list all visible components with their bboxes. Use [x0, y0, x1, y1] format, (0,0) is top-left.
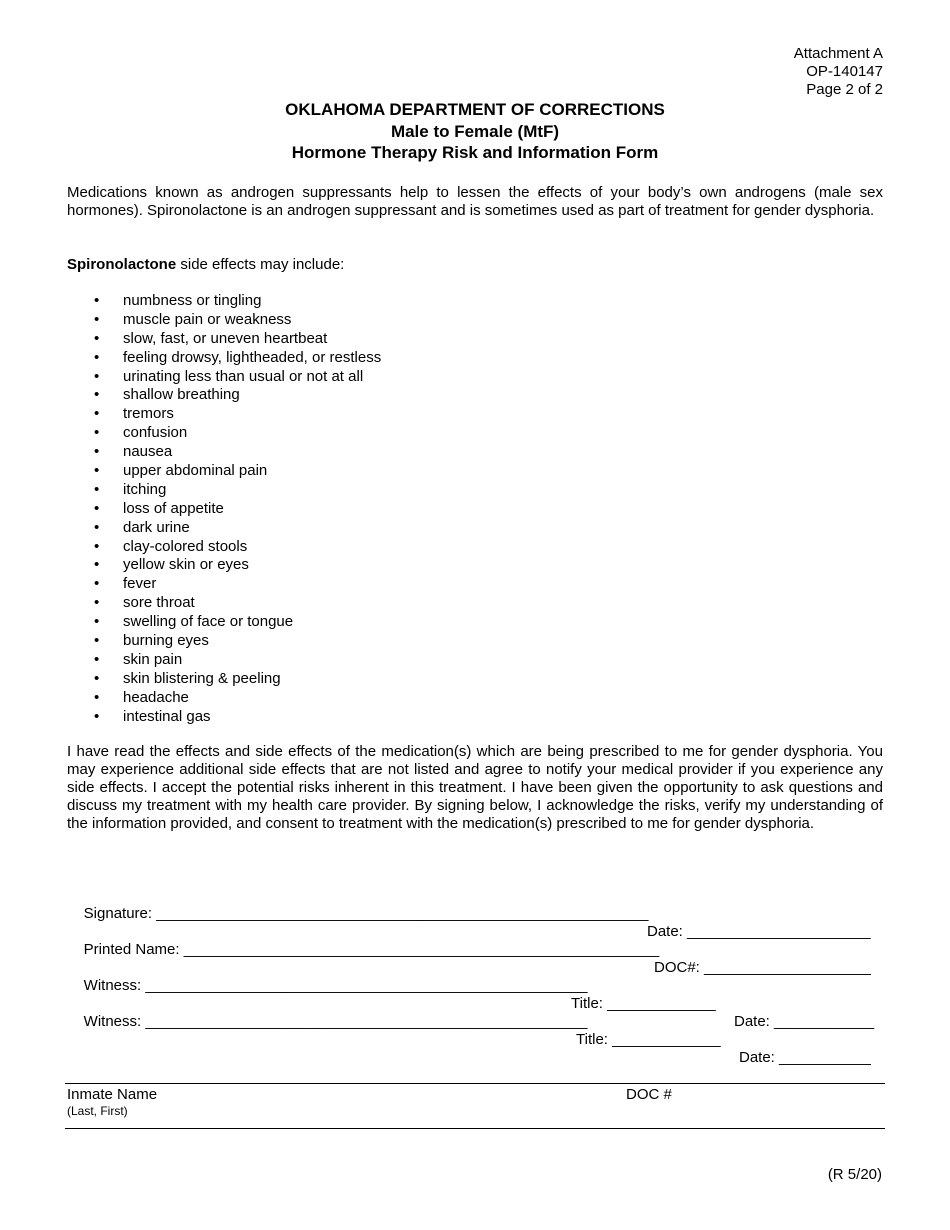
list-item: [0, 405, 381, 424]
side-effect-text: upper abdominal pain: [123, 462, 268, 480]
bullet-icon: •: [94, 556, 100, 574]
bullet-icon: •: [94, 537, 100, 555]
side-effect-text: shallow breathing: [123, 386, 240, 404]
list-item: [0, 708, 381, 727]
bullet-icon: •: [94, 707, 100, 725]
bullet-icon: •: [94, 310, 100, 328]
list-item: [0, 330, 381, 349]
side-effects-list: [0, 292, 381, 726]
side-effect-text: skin blistering & peeling: [123, 669, 281, 687]
side-effect-text: nausea: [123, 443, 173, 461]
list-item: [0, 424, 381, 443]
bullet-icon: •: [94, 329, 100, 347]
op-number: OP-140147: [806, 63, 883, 80]
list-item: [0, 292, 381, 311]
bullet-icon: •: [94, 518, 100, 536]
bullet-icon: •: [94, 613, 100, 631]
list-item: [0, 386, 381, 405]
list-item: [0, 651, 381, 670]
bullet-icon: •: [94, 575, 100, 593]
side-effect-text: muscle pain or weakness: [123, 310, 292, 328]
side-effect-text: swelling of face or tongue: [123, 613, 294, 631]
side-effect-text: dark urine: [123, 518, 190, 536]
bullet-icon: •: [94, 669, 100, 687]
witness-1-title-field[interactable]: Title: _____________: [571, 995, 716, 1012]
footer-top-rule: [65, 1083, 885, 1084]
list-item: [0, 443, 381, 462]
attachment-header: [794, 45, 883, 99]
intro-paragraph: Medications known as androgen suppressants help to lessen the effects of your body’s own androgens (male sex hormones). Spironolactone is an androgen suppressant and is sometimes used as part of treatment for gender dysphoria.: [67, 184, 883, 219]
list-item: [0, 613, 381, 632]
bullet-icon: •: [94, 650, 100, 668]
side-effect-text: loss of appetite: [123, 499, 224, 517]
bullet-icon: •: [94, 688, 100, 706]
list-item: [0, 594, 381, 613]
page-number: Page 2 of 2: [806, 81, 883, 98]
bullet-icon: •: [94, 386, 100, 404]
side-effect-text: yellow skin or eyes: [123, 556, 249, 574]
bullet-icon: •: [94, 499, 100, 517]
list-item: [0, 519, 381, 538]
inmate-name-sublabel: (Last, First): [67, 1104, 128, 1118]
side-effect-text: fever: [123, 575, 157, 593]
signature-field[interactable]: Signature: ___________________________________________________________: [83, 905, 649, 922]
witness-2-date-field[interactable]: Date: ___________: [739, 1049, 871, 1066]
side-effect-text: burning eyes: [123, 632, 209, 650]
signature-date-field[interactable]: Date: ______________________: [647, 923, 871, 940]
list-item: [0, 670, 381, 689]
list-item: [0, 632, 381, 651]
side-effect-text: numbness or tingling: [123, 292, 262, 309]
side-effect-text: clay-colored stools: [123, 537, 248, 555]
side-effect-text: feeling drowsy, lightheaded, or restless: [123, 348, 382, 366]
list-item: [0, 500, 381, 519]
doc-number-field[interactable]: DOC#: ____________________: [654, 959, 871, 976]
list-item: [0, 575, 381, 594]
side-effect-text: intestinal gas: [123, 707, 211, 725]
bullet-icon: •: [94, 367, 100, 385]
side-effects-lead-in: side effects may include:: [176, 256, 345, 273]
title-department: OKLAHOMA DEPARTMENT OF CORRECTIONS: [285, 100, 665, 119]
attachment-label: Attachment A: [793, 45, 883, 62]
side-effect-text: slow, fast, or uneven heartbeat: [123, 329, 328, 347]
bullet-icon: •: [94, 405, 100, 423]
list-item: [0, 538, 381, 557]
side-effect-text: confusion: [123, 424, 188, 442]
witness-2-field[interactable]: Witness: _____________________________________________________: [83, 1013, 588, 1030]
list-item: [0, 556, 381, 575]
list-item: [0, 481, 381, 500]
revision-label: (R 5/20): [827, 1166, 882, 1183]
bullet-icon: •: [94, 424, 100, 442]
witness-1-date-field[interactable]: Date: ____________: [734, 1013, 875, 1030]
witness-1-field[interactable]: Witness: _____________________________________________________: [83, 977, 588, 994]
drug-name: Spironolactone: [67, 256, 177, 273]
side-effects-intro: [67, 256, 344, 274]
footer-bottom-rule: [65, 1128, 885, 1129]
list-item: [0, 311, 381, 330]
side-effect-text: sore throat: [123, 594, 195, 612]
bullet-icon: •: [94, 632, 100, 650]
bullet-icon: •: [94, 480, 100, 498]
side-effect-text: tremors: [123, 405, 174, 423]
side-effect-text: urinating less than usual or not at all: [123, 367, 364, 385]
list-item: [0, 368, 381, 387]
side-effect-text: itching: [123, 480, 167, 498]
printed-name-field[interactable]: Printed Name: _________________________________________________________: [83, 941, 660, 958]
list-item: [0, 689, 381, 708]
form-title: [0, 99, 950, 164]
bullet-icon: •: [94, 348, 100, 366]
witness-row-2: [67, 995, 871, 1085]
consent-paragraph: I have read the effects and side effects of the medication(s) which are being prescribed to me for gender dysphoria. You may experience additional side effects that are not listed and agree to notify your medical provider if you experience any side effects. I accept the potential risks inherent in this treatment. I have been given the opportunity to ask questions and discuss my treatment with my health care provider. By signing below, I acknowledge the risks, verify my understanding of the information provided, and consent to treatment with the medication(s) prescribed to me for gender dysphoria.: [67, 743, 883, 832]
bullet-icon: •: [94, 292, 100, 309]
bullet-icon: •: [94, 443, 100, 461]
side-effect-text: headache: [123, 688, 189, 706]
bullet-icon: •: [94, 462, 100, 480]
list-item: [0, 462, 381, 481]
bullet-icon: •: [94, 594, 100, 612]
title-form-name: Hormone Therapy Risk and Information Form: [291, 143, 659, 162]
side-effect-text: skin pain: [123, 650, 183, 668]
witness-2-title-field[interactable]: Title: _____________: [576, 1031, 721, 1048]
doc-label: DOC #: [626, 1086, 672, 1103]
list-item: [0, 349, 381, 368]
inmate-name-label: Inmate Name: [67, 1086, 158, 1103]
title-subject: Male to Female (MtF): [390, 121, 560, 141]
